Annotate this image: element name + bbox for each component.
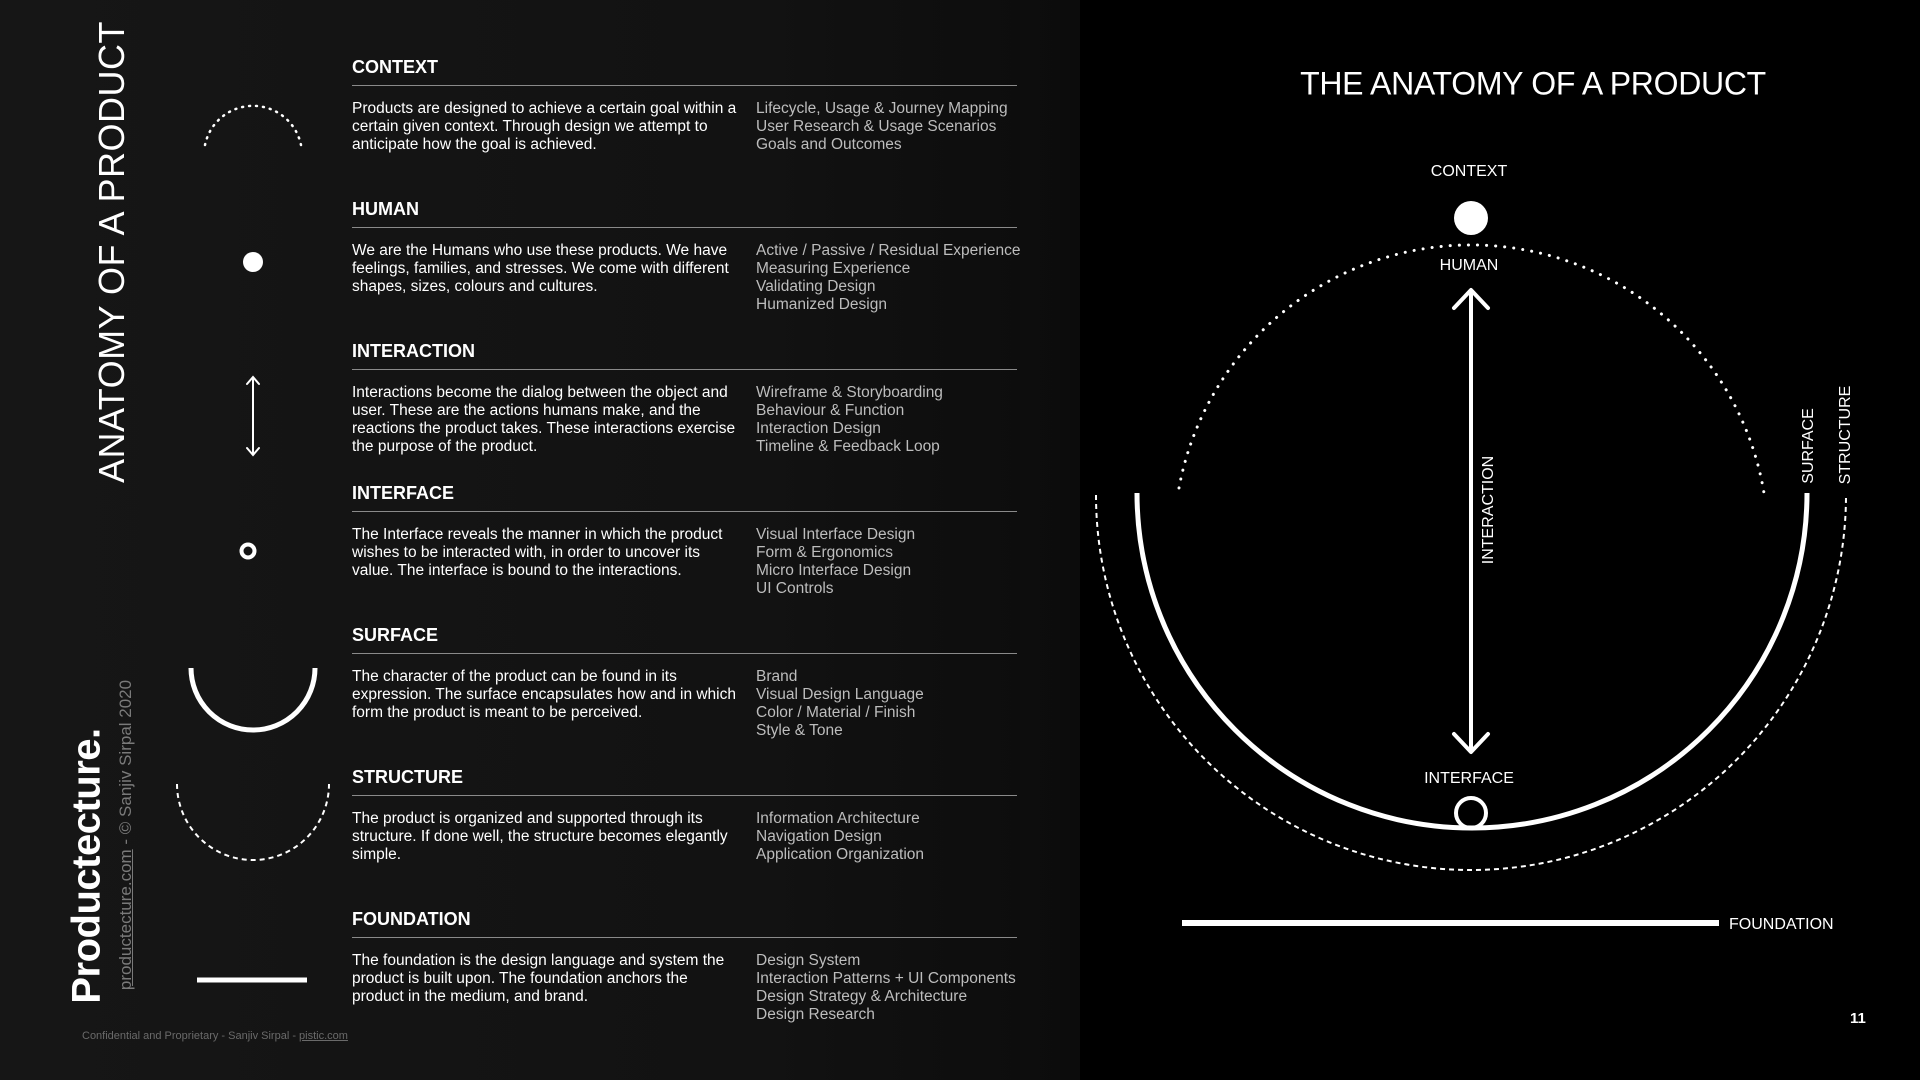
brand-name: Productecture. (64, 728, 109, 1004)
topic-item: Goals and Outcomes (756, 136, 902, 153)
topic-item: Interaction Patterns + UI Components (756, 970, 1016, 987)
topic-item: Navigation Design (756, 828, 882, 845)
topic-item: Brand (756, 668, 798, 685)
topic-item: UI Controls (756, 580, 834, 597)
topic-item: Design System (756, 952, 861, 969)
section-title: CONTEXT (352, 57, 439, 77)
topic-item: Interaction Design (756, 420, 881, 437)
topic-item: Humanized Design (756, 296, 887, 313)
brand-copyright: - © Sanjiv Sirpal 2020 (116, 679, 135, 850)
topic-item: User Research & Usage Scenarios (756, 118, 997, 135)
topic-item: Validating Design (756, 278, 876, 295)
label-context: CONTEXT (1430, 163, 1508, 180)
brand-url-link[interactable]: productecture.com (116, 849, 135, 991)
section-description: Interactions become the dialog between the object and user. These are the actions humans make, and the reactions the product takes. These interactions exercise the purpose of the product. (352, 384, 736, 455)
topic-item: Wireframe & Storyboarding (756, 384, 943, 401)
topic-item: Style & Tone (756, 722, 843, 739)
diagram-title: THE ANATOMY OF A PRODUCT (1300, 65, 1766, 102)
topic-item: Design Strategy & Architecture (756, 988, 968, 1005)
topic-item: Application Organization (756, 846, 925, 863)
topic-item: Timeline & Feedback Loop (756, 438, 940, 455)
topic-item: Form & Ergonomics (756, 544, 893, 561)
section-title: INTERFACE (352, 483, 455, 503)
page-number: 11 (1850, 1010, 1866, 1027)
label-surface: SURFACE (1800, 408, 1817, 484)
topic-item: Measuring Experience (756, 260, 911, 277)
topic-item: Behaviour & Function (756, 402, 905, 419)
topic-item: Lifecycle, Usage & Journey Mapping (756, 100, 1008, 117)
label-interaction: INTERACTION (1480, 455, 1497, 565)
section-title: FOUNDATION (352, 909, 471, 929)
label-structure: STRUCTURE (1837, 385, 1854, 485)
human-dot (1454, 201, 1488, 235)
section-description: The product is organized and supported through its structure. If done well, the structure becomes elegantly simple. (352, 810, 728, 863)
section-title: HUMAN (352, 199, 419, 219)
section-description: The foundation is the design language and system the product is built upon. The foundation anchors the product in the medium, and brand. (352, 952, 725, 1005)
topic-item: Active / Passive / Residual Experience (756, 242, 1021, 259)
topic-item: Micro Interface Design (756, 562, 912, 579)
section-description: The Interface reveals the manner in which the product wishes to be interacted with, in order to uncover its value. The interface is bound to the interactions. (352, 526, 723, 579)
section-description: We are the Humans who use these products. We have feelings, families, and stresses. We come with different shapes, sizes, colours and cultures. (352, 242, 729, 295)
footer-text: Confidential and Proprietary - Sanjiv Sirpal - (82, 1030, 300, 1042)
topic-item: Visual Design Language (756, 686, 924, 703)
section-description: The character of the product can be found in its expression. The surface encapsulates how and in which form the product is meant to be perceived. (352, 668, 736, 721)
section-description: Products are designed to achieve a certain goal within a certain given context. Through design we attempt to anticipate how the goal is achieved. (352, 100, 737, 153)
vertical-title: ANATOMY OF A PRODUCT (91, 20, 132, 484)
section-title: INTERACTION (352, 341, 475, 361)
topic-item: Color / Material / Finish (756, 704, 916, 721)
interface-ring (1456, 798, 1486, 828)
topic-item: Design Research (756, 1006, 875, 1023)
label-human: HUMAN (1439, 257, 1499, 274)
section-title: SURFACE (352, 625, 439, 645)
label-interface: INTERFACE (1424, 770, 1514, 787)
label-foundation: FOUNDATION (1729, 916, 1834, 933)
section-title: STRUCTURE (352, 767, 463, 787)
topic-item: Visual Interface Design (756, 526, 916, 543)
footer-link[interactable]: pistic.com (299, 1030, 348, 1042)
topic-item: Information Architecture (756, 810, 920, 827)
